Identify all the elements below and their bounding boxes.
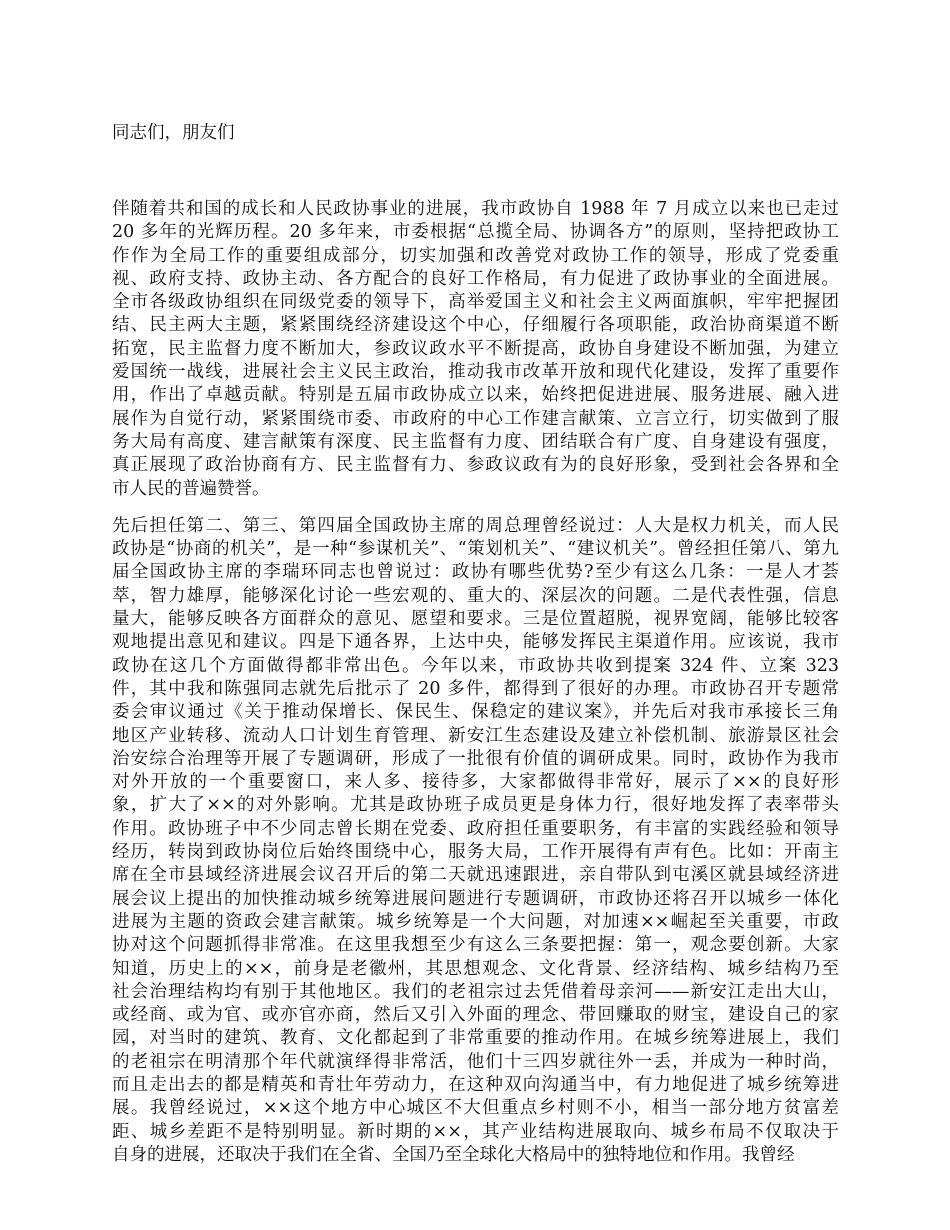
text-line: 萃，智力雄厚，能够深化讨论一些宏观的、重大的、深层次的问题。二是代表性强，信息 xyxy=(112,585,839,606)
text-line: 展。我曾经说过，××这个地方中心城区不大但重点乡村则不小，相当一部分地方贫富差 xyxy=(112,1098,839,1119)
paragraph xyxy=(112,198,839,501)
text-line: 爱国统一战线，进展社会主义民主政治，推动我市改革开放和现代化建设，发挥了重要作 xyxy=(112,362,839,383)
text-line: 拓宽，民主监督力度不断加大，参政议政水平不断提高，政协自身建设不断加强，为建立 xyxy=(112,338,839,359)
body-text xyxy=(112,198,839,1167)
text-line: 距、城乡差距不是特别明显。新时期的××，其产业结构进展取向、城乡布局不仅取决于 xyxy=(112,1121,839,1142)
text-line: 结、民主两大主题，紧紧围绕经济建设这个中心，仔细履行各项职能，政治协商渠道不断 xyxy=(112,315,839,336)
text-line: 务大局有高度、建言献策有深度、民主监督有力度、团结联合有广度、自身建设有强度， xyxy=(112,431,839,452)
text-line: 用，作出了卓越贡献。特别是五届市政协成立以来，始终把促进进展、服务进展、融入进 xyxy=(112,385,839,406)
text-line: 视、政府支持、政协主动、各方配合的良好工作格局，有力促进了政协事业的全面进展。 xyxy=(112,268,839,289)
text-line: 治安综合治理等开展了专题调研，形成了一批很有价值的调研成果。同时，政协作为我市 xyxy=(112,748,839,769)
text-line: 件，其中我和陈强同志就先后批示了 20 多件，都得到了很好的办理。市政协召开专题常 xyxy=(112,678,839,699)
text-line: 伴随着共和国的成长和人民政协事业的进展，我市政协自 1988 年 7 月成立以来也已走过 xyxy=(112,199,839,219)
text-line: 地区产业转移、流动人口计划生育管理、新安江生态建设及建立补偿机制、旅游景区社会 xyxy=(112,725,839,746)
text-line: 20 多年的光辉历程。20 多年来，市委根据“总揽全局、协调各方”的原则，坚持把政协工 xyxy=(112,222,839,243)
text-line: 届全国政协主席的李瑞环同志也曾说过：政协有哪些优势?至少有这么几条：一是人才荟 xyxy=(112,562,839,583)
document-page xyxy=(112,120,839,1181)
text-line: 进展为主题的资政会建言献策。城乡统筹是一个大问题，对加速××崛起至关重要，市政 xyxy=(112,911,839,932)
text-line: 展会议上提出的加快推动城乡统筹进展问题进行专题调研，市政协还将召开以城乡一体化 xyxy=(112,888,839,909)
text-line: 席在全市县域经济进展会议召开后的第二天就迅速跟进，亲自带队到屯溪区就县域经济进 xyxy=(112,865,839,886)
text-line: 经历，转岗到政协岗位后始终围绕中心，服务大局，工作开展得有声有色。比如：开南主 xyxy=(112,842,839,863)
text-line: 象，扩大了××的对外影响。尤其是政协班子成员更是身体力行，很好地发挥了表率带头 xyxy=(112,795,839,816)
text-line: 的老祖宗在明清那个年代就演绎得非常活，他们十三四岁就往外一丢，并成为一种时尚， xyxy=(112,1051,839,1072)
text-line: 作作为全局工作的重要组成部分，切实加强和改善党对政协工作的领导，形成了党委重 xyxy=(112,245,839,266)
salutation: 同志们，朋友们 xyxy=(112,123,235,143)
text-line: 而且走出去的都是精英和青壮年劳动力，在这种双向沟通当中，有力地促进了城乡统筹进 xyxy=(112,1074,839,1095)
text-line: 政协是“协商的机关”，是一种“参谋机关”、“策划机关”、“建议机关”。曾经担任第八、第九 xyxy=(112,539,839,560)
text-line: 协对这个问题抓得非常准。在这里我想至少有这么三条要把握：第一，观念要创新。大家 xyxy=(112,935,839,956)
text-line: 真正展现了政治协商有方、民主监督有力、参政议政有为的良好形象，受到社会各界和全 xyxy=(112,455,839,476)
text-line: 全市各级政协组织在同级党委的领导下，高举爱国主义和社会主义两面旗帜，牢牢把握团 xyxy=(112,292,839,313)
text-line: 先后担任第二、第三、第四届全国政协主席的周总理曾经说过：人大是权力机关，而人民 xyxy=(112,515,839,536)
text-line: 社会治理结构均有别于其他地区。我们的老祖宗过去凭借着母亲河——新安江走出大山， xyxy=(112,981,839,1002)
text-line: 量大，能够反映各方面群众的意见、愿望和要求。三是位置超脱，视界宽阔，能够比较客 xyxy=(112,609,839,630)
text-line: 对外开放的一个重要窗口，来人多、接待多，大家都做得非常好，展示了××的良好形 xyxy=(112,772,839,793)
text-line: 市人民的普遍赞誉。 xyxy=(112,478,270,499)
text-line: 或经商、或为官、或亦官亦商，然后又引入外面的理念、带回赚取的财宝，建设自己的家 xyxy=(112,1005,839,1026)
text-line: 园，对当时的建筑、教育、文化都起到了非常重要的推动作用。在城乡统筹进展上，我们 xyxy=(112,1028,839,1049)
text-line: 观地提出意见和建议。四是下通各界，上达中央，能够发挥民主渠道作用。应该说，我市 xyxy=(112,632,839,653)
text-line: 知道，历史上的××，前身是老徽州，其思想观念、文化背景、经济结构、城乡结构乃至 xyxy=(112,958,839,979)
text-line: 自身的进展，还取决于我们在全省、全国乃至全球化大格局中的独特地位和作用。我曾经 xyxy=(112,1144,795,1165)
text-line: 委会审议通过《关于推动保增长、保民生、保稳定的建议案》，并先后对我市承接长三角 xyxy=(112,702,839,723)
paragraph xyxy=(112,515,839,1167)
text-line: 作用。政协班子中不少同志曾长期在党委、政府担任重要职务，有丰富的实践经验和领导 xyxy=(112,818,839,839)
text-line: 展作为自觉行动，紧紧围绕市委、市政府的中心工作建言献策、立言立行，切实做到了服 xyxy=(112,408,839,429)
text-line: 政协在这几个方面做得都非常出色。今年以来，市政协共收到提案 324 件、立案 323 xyxy=(112,655,839,676)
